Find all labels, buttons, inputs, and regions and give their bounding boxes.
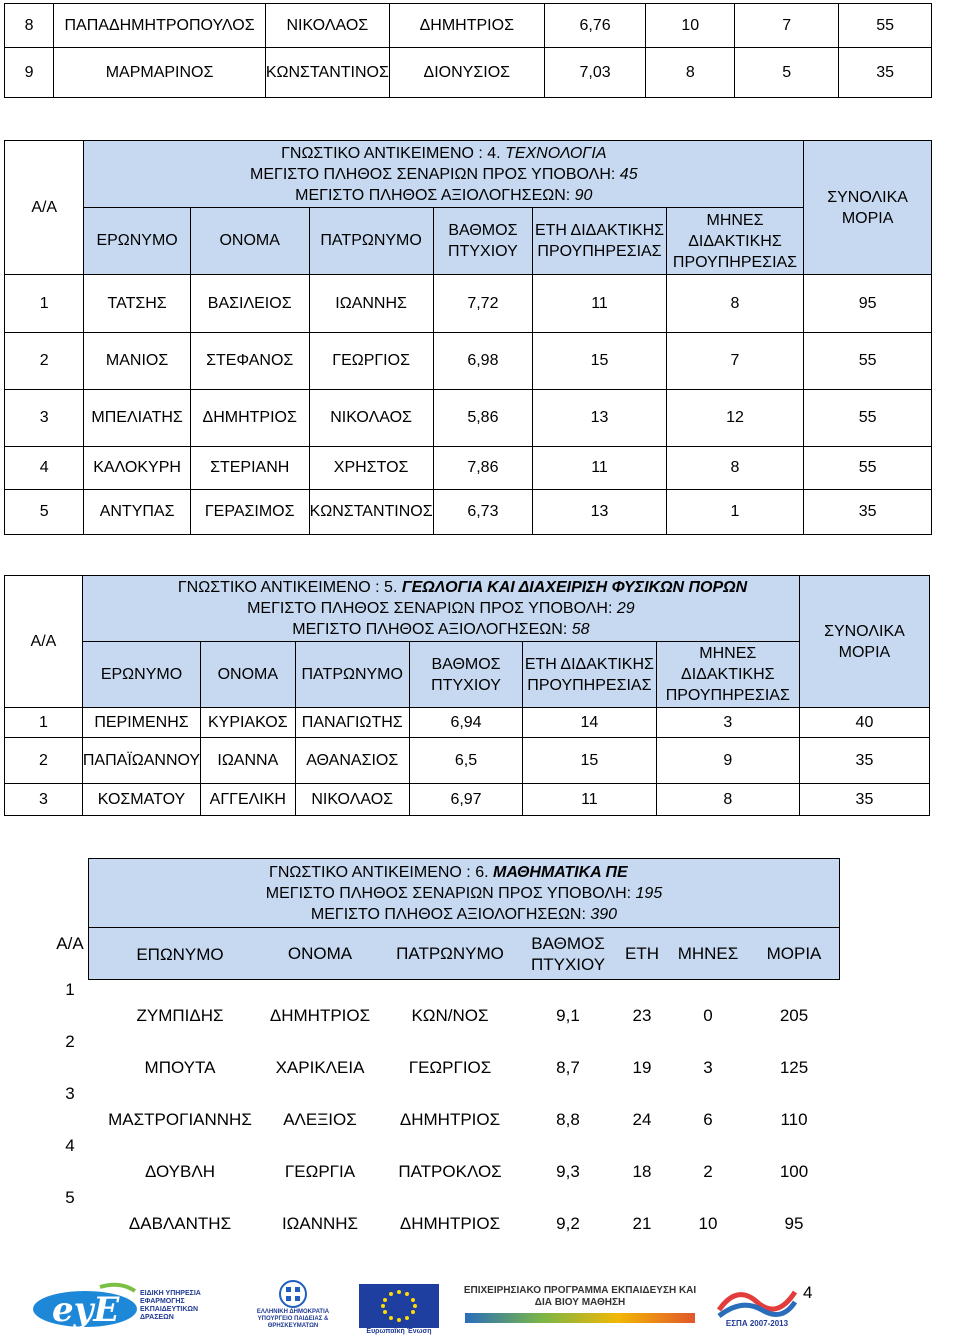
table-row bbox=[5, 333, 932, 390]
scenarios-value: 29 bbox=[616, 600, 635, 617]
cell: ΔΗΜΗΤΡΙΟΣ bbox=[269, 1006, 371, 1025]
espa-logo bbox=[712, 1276, 802, 1332]
cell: 35 bbox=[804, 490, 932, 535]
cell: 3 bbox=[65, 1084, 75, 1103]
cell: ΓΕΡΑΣΙΜΟΣ bbox=[190, 490, 309, 535]
evaluations-value: 390 bbox=[590, 906, 618, 923]
cell: ΑΝΤΥΠΑΣ bbox=[84, 490, 190, 535]
scenarios-value: 195 bbox=[635, 885, 663, 902]
cell: ΧΑΡΙΚΛΕΙΑ bbox=[275, 1058, 365, 1077]
eu-flag-icon bbox=[359, 1284, 439, 1328]
cell: ΝΙΚΟΛΑΟΣ bbox=[309, 390, 433, 447]
greek-emblem-icon bbox=[278, 1279, 308, 1309]
cell: 3 bbox=[656, 708, 799, 738]
header-total-points: ΣΥΝΟΛΙΚΑ ΜΟΡΙΑ bbox=[799, 576, 929, 708]
cell: ΚΑΛΟΚΥΡΗ bbox=[84, 447, 190, 490]
header-fathers-name: ΠΑΤΡΩΝΥΜΟ bbox=[295, 642, 409, 708]
evaluations-label: ΜΕΓΙΣΤΟ ΠΛΗΘΟΣ ΑΞΙΟΛΟΓΗΣΕΩΝ: bbox=[310, 906, 591, 923]
cell: 8 bbox=[666, 447, 803, 490]
cell: ΑΓΓΕΛΙΚΗ bbox=[201, 784, 295, 816]
header-fathers-name: ΠΑΤΡΩΝΥΜΟ bbox=[396, 944, 504, 963]
cell: 6,98 bbox=[433, 333, 533, 390]
cell: 7 bbox=[735, 4, 839, 48]
cell: 5 bbox=[735, 48, 839, 98]
header-aa: Α/Α bbox=[5, 576, 83, 708]
section-4-table bbox=[4, 140, 932, 535]
cell: ΔΟΥΒΛΗ bbox=[145, 1162, 215, 1181]
cell: 3 bbox=[5, 784, 83, 816]
cell: 6,76 bbox=[544, 4, 646, 48]
cell: 55 bbox=[804, 447, 932, 490]
cell: ΙΩΑΝΝΑ bbox=[201, 738, 295, 784]
cell: 35 bbox=[799, 738, 929, 784]
svg-text:eyE: eyE bbox=[52, 1290, 120, 1330]
cell: 4 bbox=[5, 447, 84, 490]
cell: 0 bbox=[703, 1006, 713, 1025]
cell: 2 bbox=[65, 1032, 75, 1051]
header-years: ΕΤΗ bbox=[625, 944, 659, 963]
cell: 8 bbox=[656, 784, 799, 816]
table-row bbox=[5, 447, 932, 490]
header-surname: ΕΡΩΝΥΜΟ bbox=[82, 642, 200, 708]
evaluations-value: 90 bbox=[574, 186, 593, 204]
section-5-title-block bbox=[82, 576, 799, 642]
cell: ΔΙΟΝΥΣΙΟΣ bbox=[389, 48, 544, 98]
cell: ΓΕΩΡΓΙΟΣ bbox=[408, 1058, 492, 1077]
section-6-title-block bbox=[88, 858, 840, 928]
cell: ΚΟΣΜΑΤΟΥ bbox=[82, 784, 200, 816]
table-row bbox=[5, 784, 930, 816]
table-row bbox=[40, 1136, 840, 1188]
footer-logo-strip bbox=[0, 1268, 960, 1339]
cell: 8 bbox=[5, 4, 54, 48]
header-degree-grade: ΒΑΘΜΟΣ ΠΤΥΧΙΟΥ bbox=[530, 934, 606, 974]
cell: 1 bbox=[65, 980, 75, 999]
cell: ΜΠΕΛΙΑΤΗΣ bbox=[84, 390, 190, 447]
espa-text: ΕΣΠΑ 2007-2013 bbox=[725, 1319, 789, 1328]
prev-table bbox=[4, 3, 932, 98]
cell: 5,86 bbox=[433, 390, 533, 447]
header-aa: Α/Α bbox=[56, 934, 84, 953]
cell: 23 bbox=[632, 1006, 652, 1025]
cell: 8 bbox=[666, 275, 803, 333]
cell: ΠΕΡΙΜΕΝΗΣ bbox=[82, 708, 200, 738]
cell: 95 bbox=[804, 275, 932, 333]
header-teaching-months: ΜΗΝΕΣ ΔΙΔΑΚΤΙΚΗΣ ΠΡΟΥΠΗΡΕΣΙΑΣ bbox=[656, 642, 799, 708]
cell: ΙΩΑΝΝΗΣ bbox=[281, 1214, 359, 1233]
header-name: ΟΝΟΜΑ bbox=[287, 944, 353, 963]
section-subject: ΤΕΧΝΟΛΟΓΙΑ bbox=[505, 144, 607, 162]
table-row bbox=[40, 1084, 840, 1136]
cell: 100 bbox=[779, 1162, 809, 1181]
evaluations-label: ΜΕΓΙΣΤΟ ΠΛΗΘΟΣ ΑΞΙΟΛΟΓΗΣΕΩΝ: bbox=[295, 186, 575, 204]
cell: ΒΑΣΙΛΕΙΟΣ bbox=[190, 275, 309, 333]
cell: 6 bbox=[703, 1110, 713, 1129]
table-row bbox=[5, 738, 930, 784]
cell: 5 bbox=[5, 490, 84, 535]
header-teaching-years: ΕΤΗ ΔΙΔΑΚΤΙΚΗΣ ΠΡΟΥΠΗΡΕΣΙΑΣ bbox=[533, 208, 667, 275]
eu-logo bbox=[352, 1282, 446, 1338]
cell: 9,2 bbox=[556, 1214, 580, 1233]
cell: 11 bbox=[533, 275, 667, 333]
cell: 10 bbox=[698, 1214, 718, 1233]
cell: 35 bbox=[799, 784, 929, 816]
cell: ΠΑΝΑΓΙΩΤΗΣ bbox=[295, 708, 409, 738]
cell: 24 bbox=[632, 1110, 652, 1129]
cell: 7,72 bbox=[433, 275, 533, 333]
cell: ΔΗΜΗΤΡΙΟΣ bbox=[389, 4, 544, 48]
cell: ΚΩΝ/ΝΟΣ bbox=[411, 1006, 489, 1025]
scenarios-value: 45 bbox=[619, 165, 638, 183]
cell: ΔΗΜΗΤΡΙΟΣ bbox=[399, 1214, 501, 1233]
cell: ΝΙΚΟΛΑΟΣ bbox=[265, 4, 389, 48]
cell: 6,97 bbox=[409, 784, 522, 816]
section-6-table bbox=[40, 928, 840, 1240]
cell: ΔΗΜΗΤΡΙΟΣ bbox=[399, 1110, 501, 1129]
scenarios-label: ΜΕΓΙΣΤΟ ΠΛΗΘΟΣ ΣΕΝΑΡΙΩΝ ΠΡΟΣ ΥΠΟΒΟΛΗ: bbox=[247, 600, 617, 617]
scenarios-label: ΜΕΓΙΣΤΟ ΠΛΗΘΟΣ ΣΕΝΑΡΙΩΝ ΠΡΟΣ ΥΠΟΒΟΛΗ: bbox=[250, 165, 620, 183]
table-row bbox=[40, 1032, 840, 1084]
header-degree-grade: ΒΑΘΜΟΣ ΠΤΥΧΙΟΥ bbox=[433, 208, 533, 275]
cell: ΖΥΜΠΙΔΗΣ bbox=[136, 1006, 224, 1025]
eye-logo-text: ΕΙΔΙΚΗ ΥΠΗΡΕΣΙΑ ΕΦΑΡΜΟΓΗΣ ΕΚΠΑΙΔΕΥΤΙΚΩΝ ΔΡΑΣΕΩΝ bbox=[140, 1290, 201, 1321]
cell: 8 bbox=[646, 48, 735, 98]
cell: 14 bbox=[523, 708, 657, 738]
cell: 3 bbox=[703, 1058, 713, 1077]
cell: ΠΑΠΑΪΩΑΝΝΟΥ bbox=[82, 738, 200, 784]
cell: ΝΙΚΟΛΑΟΣ bbox=[295, 784, 409, 816]
cell: ΜΑΝΙΟΣ bbox=[84, 333, 190, 390]
cell: ΔΑΒΛΑΝΤΗΣ bbox=[128, 1214, 232, 1233]
header-surname: ΕΡΩΝΥΜΟ bbox=[84, 208, 190, 275]
cell: 3 bbox=[5, 390, 84, 447]
program-logo bbox=[455, 1274, 705, 1334]
cell: 4 bbox=[65, 1136, 75, 1155]
cell: 55 bbox=[804, 390, 932, 447]
cell: ΑΛΕΞΙΟΣ bbox=[283, 1110, 357, 1129]
cell: ΠΑΠΑΔΗΜΗΤΡΟΠΟΥΛΟΣ bbox=[54, 4, 266, 48]
table-row bbox=[5, 275, 932, 333]
section-title-prefix: ΓΝΩΣΤΙΚΟ ΑΝΤΙΚΕΙΜΕΝΟ : 4. bbox=[281, 144, 506, 162]
cell: 7 bbox=[666, 333, 803, 390]
cell: ΜΑΣΤΡΟΓΙΑΝΝΗΣ bbox=[108, 1110, 252, 1129]
header-teaching-months: ΜΗΝΕΣ ΔΙΔΑΚΤΙΚΗΣ ΠΡΟΥΠΗΡΕΣΙΑΣ bbox=[666, 208, 803, 275]
evaluations-label: ΜΕΓΙΣΤΟ ΠΛΗΘΟΣ ΑΞΙΟΛΟΓΗΣΕΩΝ: bbox=[292, 621, 572, 638]
cell: 35 bbox=[839, 48, 932, 98]
header-teaching-years: ΕΤΗ ΔΙΔΑΚΤΙΚΗΣ ΠΡΟΥΠΗΡΕΣΙΑΣ bbox=[523, 642, 657, 708]
header-degree-grade: ΒΑΘΜΟΣ ΠΤΥΧΙΟΥ bbox=[409, 642, 522, 708]
table-row bbox=[5, 490, 932, 535]
evaluations-value: 58 bbox=[571, 621, 590, 638]
cell: 8,8 bbox=[556, 1110, 580, 1129]
cell: 95 bbox=[784, 1214, 804, 1233]
cell: 1 bbox=[5, 275, 84, 333]
cell: 55 bbox=[804, 333, 932, 390]
eu-text: Ευρωπαϊκή Ένωση bbox=[366, 1328, 432, 1335]
cell: 15 bbox=[523, 738, 657, 784]
section-subject: ΜΑΘΗΜΑΤΙΚΑ ΠΕ bbox=[492, 864, 628, 881]
cell: 9 bbox=[656, 738, 799, 784]
section-subject: ΓΕΩΛΟΓΙΑ ΚΑΙ ΔΙΑΧΕΙΡΙΣΗ ΦΥΣΙΚΩΝ ΠΟΡΩΝ bbox=[401, 579, 748, 596]
cell: 6,5 bbox=[409, 738, 522, 784]
header-name: ΟΝΟΜΑ bbox=[190, 208, 309, 275]
cell: ΓΕΩΡΓΙΑ bbox=[284, 1162, 356, 1181]
greek-ministry-logo bbox=[248, 1274, 338, 1334]
eye-logo-icon bbox=[30, 1281, 140, 1331]
section-title-prefix: ΓΝΩΣΤΙΚΟ ΑΝΤΙΚΕΙΜΕΝΟ : 6. bbox=[269, 864, 493, 881]
cell: 11 bbox=[523, 784, 657, 816]
cell: 19 bbox=[632, 1058, 652, 1077]
cell: 2 bbox=[5, 738, 83, 784]
ministry-text: ΕΛΛΗΝΙΚΗ ΔΗΜΟΚΡΑΤΙΑ ΥΠΟΥΡΓΕΙΟ ΠΑΙΔΕΙΑΣ & ΘΡΗΣΚΕΥΜΑΤΩΝ bbox=[256, 1308, 330, 1329]
cell: 5 bbox=[65, 1188, 75, 1207]
cell: ΜΠΟΥΤΑ bbox=[144, 1058, 216, 1077]
cell: 125 bbox=[779, 1058, 809, 1077]
cell: 11 bbox=[533, 447, 667, 490]
cell: 7,86 bbox=[433, 447, 533, 490]
cell: ΙΩΑΝΝΗΣ bbox=[309, 275, 433, 333]
cell: 2 bbox=[703, 1162, 713, 1181]
cell: 2 bbox=[5, 333, 84, 390]
program-text: ΕΠΙΧΕΙΡΗΣΙΑΚΟ ΠΡΟΓΡΑΜΜΑ ΕΚΠΑΙΔΕΥΣΗ ΚΑΙ ΔΙΑ ΒΙΟΥ ΜΑΘΗΣΗ bbox=[463, 1285, 697, 1308]
cell: ΧΡΗΣΤΟΣ bbox=[309, 447, 433, 490]
section-title-prefix: ΓΝΩΣΤΙΚΟ ΑΝΤΙΚΕΙΜΕΝΟ : 5. bbox=[177, 579, 402, 596]
cell: 8,7 bbox=[556, 1058, 580, 1077]
table-row bbox=[5, 48, 932, 98]
cell: 6,94 bbox=[409, 708, 522, 738]
cell: ΠΑΤΡΟΚΛΟΣ bbox=[398, 1162, 502, 1181]
header-total-points: ΣΥΝΟΛΙΚΑ ΜΟΡΙΑ bbox=[804, 141, 932, 275]
cell: 205 bbox=[779, 1006, 809, 1025]
cell: 1 bbox=[666, 490, 803, 535]
table-row bbox=[40, 980, 840, 1032]
cell: ΣΤΕΡΙΑΝΗ bbox=[190, 447, 309, 490]
table-row bbox=[5, 4, 932, 48]
cell: 10 bbox=[646, 4, 735, 48]
cell: 9,1 bbox=[556, 1006, 580, 1025]
section-5-table bbox=[4, 575, 930, 816]
cell: ΓΕΩΡΓΙΟΣ bbox=[309, 333, 433, 390]
cell: 110 bbox=[780, 1110, 808, 1129]
cell: ΚΩΝΣΤΑΝΤΙΝΟΣ bbox=[309, 490, 433, 535]
table-row bbox=[40, 1188, 840, 1240]
cell: ΔΗΜΗΤΡΙΟΣ bbox=[190, 390, 309, 447]
cell: 1 bbox=[5, 708, 83, 738]
cell: 12 bbox=[666, 390, 803, 447]
scenarios-label: ΜΕΓΙΣΤΟ ΠΛΗΘΟΣ ΣΕΝΑΡΙΩΝ ΠΡΟΣ ΥΠΟΒΟΛΗ: bbox=[265, 885, 636, 902]
cell: 21 bbox=[632, 1214, 652, 1233]
header-name: ΟΝΟΜΑ bbox=[201, 642, 295, 708]
cell: ΤΑΤΣΗΣ bbox=[84, 275, 190, 333]
header-months: ΜΗΝΕΣ bbox=[677, 944, 739, 963]
program-color-bar bbox=[465, 1313, 695, 1323]
header-aa: Α/Α bbox=[5, 141, 84, 275]
cell: 9 bbox=[5, 48, 54, 98]
eye-logo bbox=[30, 1280, 240, 1332]
cell: ΜΑΡΜΑΡΙΝΟΣ bbox=[54, 48, 266, 98]
cell: ΣΤΕΦΑΝΟΣ bbox=[190, 333, 309, 390]
cell: ΑΘΑΝΑΣΙΟΣ bbox=[295, 738, 409, 784]
table-row bbox=[5, 390, 932, 447]
section-4-title-block bbox=[84, 141, 804, 208]
cell: 18 bbox=[632, 1162, 652, 1181]
cell: 55 bbox=[839, 4, 932, 48]
header-fathers-name: ΠΑΤΡΩΝΥΜΟ bbox=[309, 208, 433, 275]
header-points: ΜΟΡΙΑ bbox=[766, 944, 822, 963]
page-number: 4 bbox=[803, 1283, 813, 1302]
cell: 15 bbox=[533, 333, 667, 390]
espa-logo-icon bbox=[717, 1280, 797, 1320]
cell: 6,73 bbox=[433, 490, 533, 535]
cell: 13 bbox=[533, 390, 667, 447]
header-surname: ΕΠΩΝΥΜΟ bbox=[136, 945, 224, 964]
cell: 7,03 bbox=[544, 48, 646, 98]
cell: ΚΩΝΣΤΑΝΤΙΝΟΣ bbox=[265, 48, 389, 98]
cell: 13 bbox=[533, 490, 667, 535]
cell: 40 bbox=[799, 708, 929, 738]
table-row bbox=[5, 708, 930, 738]
cell: ΚΥΡΙΑΚΟΣ bbox=[201, 708, 295, 738]
cell: 9,3 bbox=[556, 1162, 580, 1181]
